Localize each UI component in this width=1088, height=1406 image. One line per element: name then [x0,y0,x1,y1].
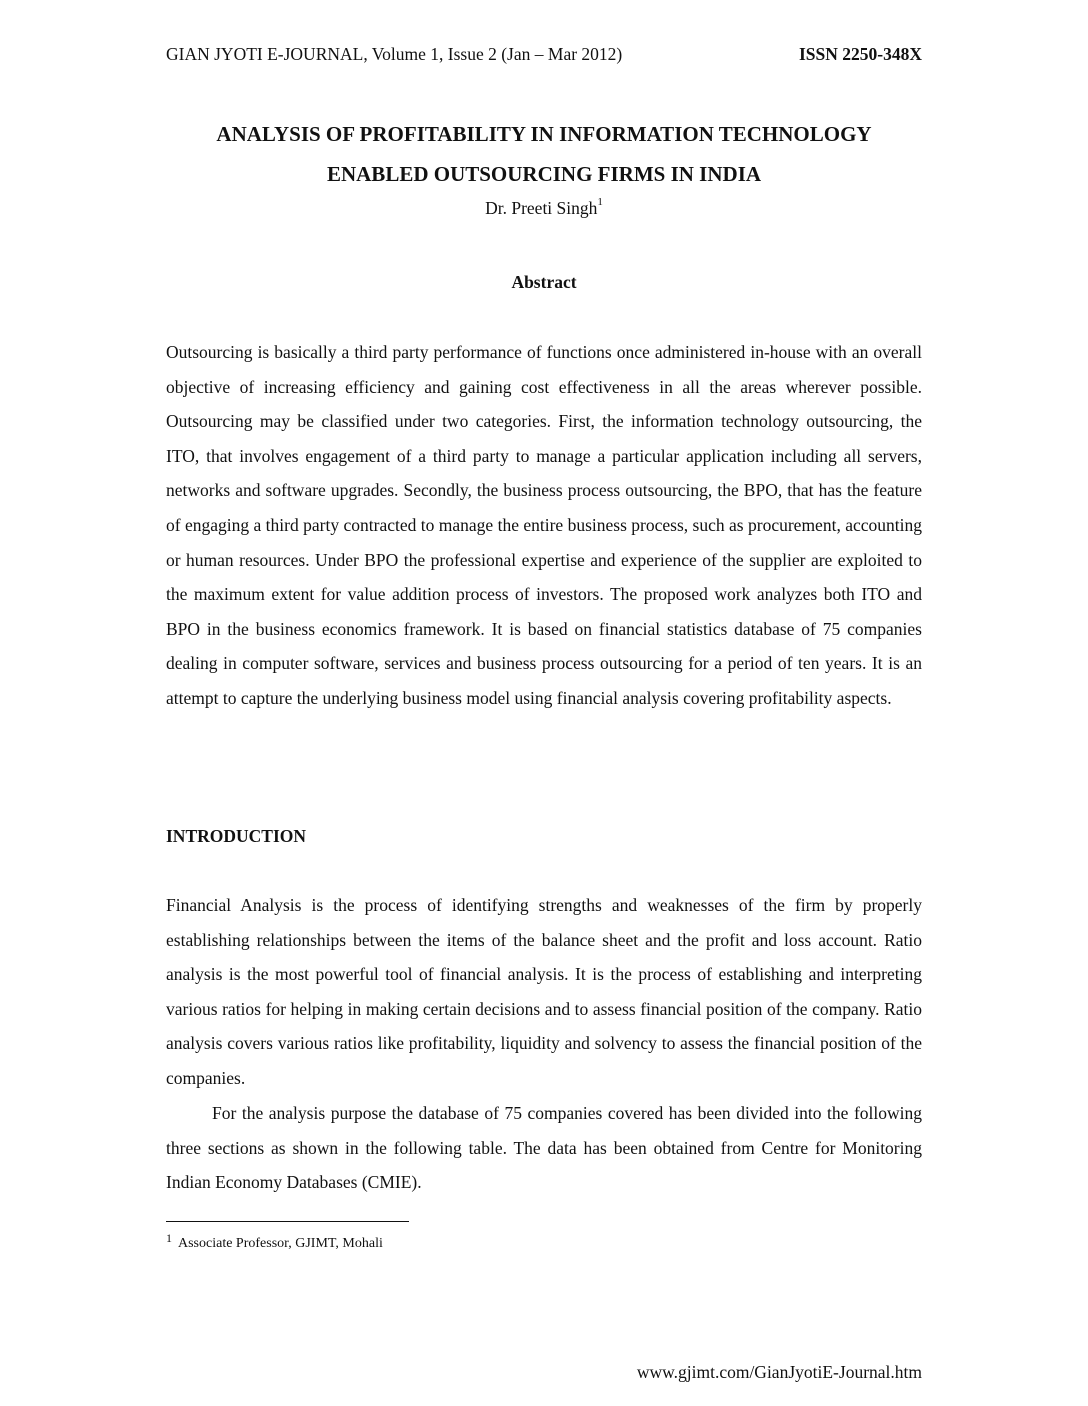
author-footnote-mark: 1 [597,196,603,209]
introduction-paragraph-2: For the analysis purpose the database of 75 companies covered has been divided into the following three sections as shown in the following table. The data has been obtained from Centre for Monitoring Indian Economy Databases (CMIE). [166,1103,922,1193]
running-header [166,44,922,70]
paper-title-line-1: ANALYSIS OF PROFITABILITY IN INFORMATION TECHNOLOGY [216,122,872,146]
footnote-mark: 1 [166,1231,172,1245]
author-name: Dr. Preeti Singh [485,198,598,218]
issn-number: ISSN 2250-348X [798,44,922,64]
footer-url: www.gjimt.com/GianJyotiE-Journal.htm [636,1362,922,1382]
introduction-paragraph-1: Financial Analysis is the process of identifying strengths and weaknesses of the firm by properly establishing relationships between the items of the balance sheet and the profit and loss account. Ratio analysis is the most powerful tool of financial analysis. It is the process of establishing and interpreting various ratios for helping in making certain decisions and to assess financial position of the company. Ratio analysis covers various ratios like profitability, liquidity and solvency to assess the financial position of the companies. [166,895,922,1088]
abstract-heading: Abstract [511,272,577,292]
footnote [166,1231,383,1252]
footnote-text: Associate Professor, GJIMT, Mohali [178,1236,383,1251]
paper-title-line-2: ENABLED OUTSOURCING FIRMS IN INDIA [326,162,762,186]
footnote-divider [166,1221,409,1222]
introduction-heading: INTRODUCTION [166,826,307,846]
journal-citation: GIAN JYOTI E-JOURNAL, Volume 1, Issue 2 (Jan – Mar 2012) [166,44,623,64]
abstract-text: Outsourcing is basically a third party performance of functions once administered in-house with an overall objective of increasing efficiency and gaining cost effectiveness in all the areas wherever possible. Outsourcing may be classified under two categories. First, the information technology outsourcing, the ITO, that involves engagement of a third party to manage a particular application including all servers, networks and software upgrades. Secondly, the business process outsourcing, the BPO, that has the feature of engaging a third party contracted to manage the entire business process, such as procurement, accounting or human resources. Under BPO the professional expertise and experience of the supplier are exploited to the maximum extent for value addition process of investors. The proposed work analyzes both ITO and BPO in the business economics framework. It is based on financial statistics database of 75 companies dealing in computer software, services and business process outsourcing for a period of ten years. It is an attempt to capture the underlying business model using financial analysis covering profitability aspects. [166,342,922,708]
author-line [166,198,922,219]
